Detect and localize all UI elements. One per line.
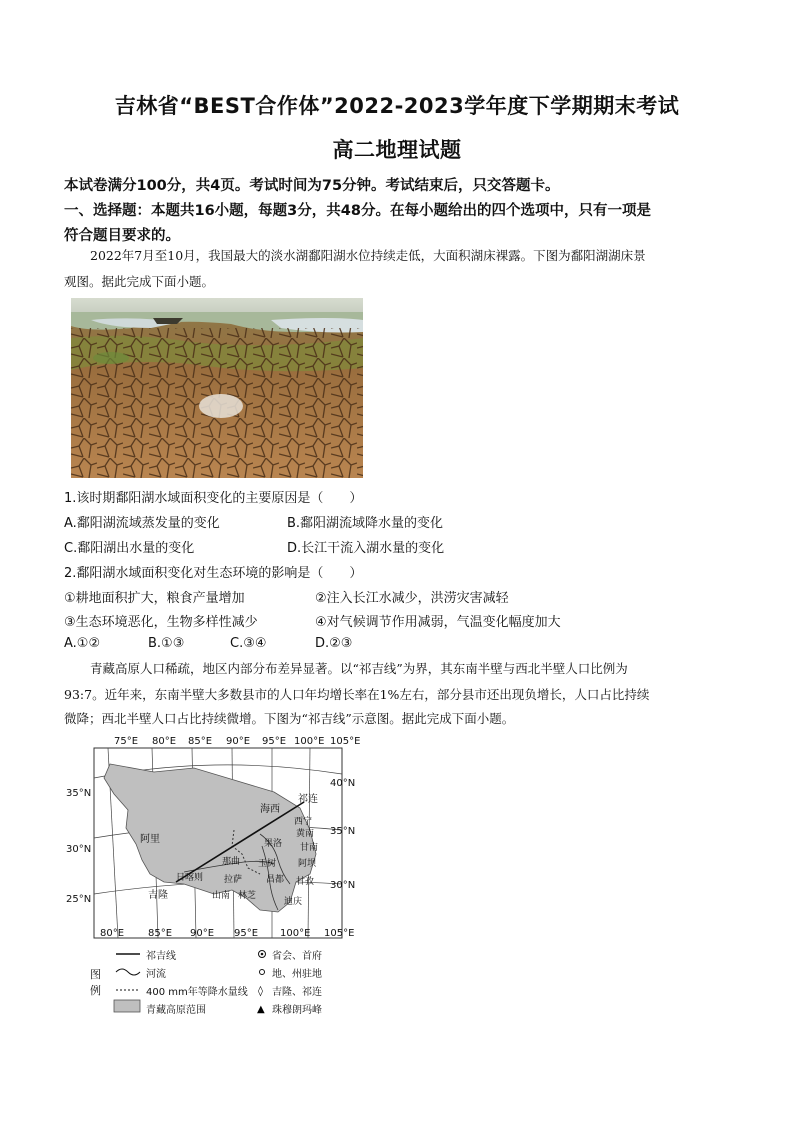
lat-label: 35°N (330, 826, 356, 837)
place-label: 甘南 (300, 843, 319, 853)
lon-label: 85°E (188, 736, 213, 747)
lat-label: 30°N (330, 880, 356, 891)
lon-label: 100°E (294, 736, 325, 747)
legend-item: 祁吉线 (146, 951, 176, 962)
place-label: 阿里 (140, 834, 160, 845)
svg-text:▲: ▲ (257, 1004, 265, 1015)
lat-label: 40°N (330, 778, 356, 789)
place-label: 玉树 (258, 859, 277, 869)
lon-label: 105°E (330, 736, 361, 747)
exam-title: 吉林省“BEST合作体”2022-2023学年度下学期期末考试 (114, 94, 680, 118)
place-label: 迪庆 (284, 897, 303, 907)
place-label: 海西 (260, 804, 280, 815)
question-2-stem: 2.鄱阳湖水域面积变化对生态环境的影响是（ ） (64, 566, 363, 581)
passage-2-cont-2: 微降；西北半壁人口占比持续微增。下图为“祁吉线”示意图。据此完成下面小题。 (64, 711, 515, 726)
legend-title-1: 图 (90, 968, 101, 981)
lon-label: 105°E (324, 928, 355, 939)
question-2-statement-2: ②注入长江水减少，洪涝灾害减轻 (315, 591, 509, 606)
legend-item: 珠穆朗玛峰 (272, 1005, 322, 1016)
question-2-statement-3: ③生态环境恶化，生物多样性减少 (64, 615, 258, 630)
place-label: 吉隆 (148, 890, 168, 901)
legend-item: 河流 (146, 969, 166, 980)
lon-label: 100°E (280, 928, 311, 939)
place-label: 黄南 (296, 829, 315, 839)
lon-label: 90°E (190, 928, 215, 939)
place-label: 林芝 (238, 891, 257, 901)
question-1-option-a[interactable]: A.鄱阳湖流域蒸发量的变化 (64, 516, 220, 531)
lon-label: 80°E (152, 736, 177, 747)
question-1-stem: 1.该时期鄱阳湖水域面积变化的主要原因是（ ） (64, 491, 363, 506)
exam-subtitle: 高二地理试题 (332, 138, 462, 162)
question-2-statement-1: ①耕地面积扩大，粮食产量增加 (64, 591, 245, 606)
lon-label: 95°E (234, 928, 259, 939)
lon-label: 90°E (226, 736, 251, 747)
question-2-option-b[interactable]: B.①③ (148, 636, 185, 651)
legend-item: 青藏高原范围 (146, 1005, 206, 1016)
legend-title-2: 例 (90, 984, 101, 997)
legend-item: 吉隆、祁连 (272, 987, 322, 998)
question-1-option-b[interactable]: B.鄱阳湖流域降水量的变化 (287, 516, 444, 531)
lon-label: 80°E (100, 928, 125, 939)
place-label: 日喀则 (176, 873, 204, 883)
place-label: 甘孜 (296, 877, 315, 887)
legend-item: 省会、首府 (272, 951, 322, 962)
lat-label: 30°N (66, 844, 92, 855)
place-label: 昌都 (266, 875, 285, 885)
lon-label: 85°E (148, 928, 173, 939)
lon-label: 95°E (262, 736, 287, 747)
legend-item: 地、州驻地 (272, 969, 322, 980)
section-heading-cont: 符合题目要求的。 (64, 228, 180, 244)
place-label: 祁连 (298, 794, 318, 805)
question-2-statement-4: ④对气候调节作用减弱，气温变化幅度加大 (315, 615, 561, 630)
place-label: 果洛 (264, 839, 283, 849)
qiji-line-map (64, 734, 364, 1030)
svg-text:◊: ◊ (258, 986, 263, 997)
passage-1-cont: 观图。据此完成下面小题。 (64, 274, 215, 289)
place-label: 拉萨 (224, 875, 243, 885)
place-label: 那曲 (222, 857, 241, 867)
question-2-option-d[interactable]: D.②③ (315, 636, 353, 651)
question-1-option-c[interactable]: C.鄱阳湖出水量的变化 (64, 541, 195, 556)
section-heading: 一、选择题：本题共16小题，每题3分，共48分。在每小题给出的四个选项中，只有一项是 (64, 203, 651, 219)
place-label: 阿坝 (298, 859, 317, 869)
place-label: 西宁 (294, 817, 313, 827)
passage-1: 2022年7月至10月，我国最大的淡水湖鄱阳湖水位持续走低，大面积湖床裸露。下图为鄱阳湖湖床景 (90, 248, 646, 263)
instructions: 本试卷满分100分，共4页。考试时间为75分钟。考试结束后，只交答题卡。 (64, 178, 560, 194)
lon-label: 75°E (114, 736, 139, 747)
question-2-option-a[interactable]: A.①② (64, 636, 101, 651)
lat-label: 35°N (66, 788, 92, 799)
legend-item: 400 mm年等降水量线 (146, 987, 248, 998)
question-1-option-d[interactable]: D.长江干流入湖水量的变化 (287, 541, 445, 556)
place-label: 山南 (212, 891, 231, 901)
lat-label: 25°N (66, 894, 92, 905)
question-2-option-c[interactable]: C.③④ (230, 636, 267, 651)
lakebed-photo (71, 298, 363, 478)
passage-2: 青藏高原人口稀疏，地区内部分布差异显著。以“祁吉线”为界，其东南半壁与西北半壁人口比例为 (90, 661, 628, 676)
passage-2-cont-1: 93:7。近年来，东南半壁大多数县市的人口年均增长率在1%左右，部分县市还出现负增长，人口占比持续 (64, 687, 650, 702)
